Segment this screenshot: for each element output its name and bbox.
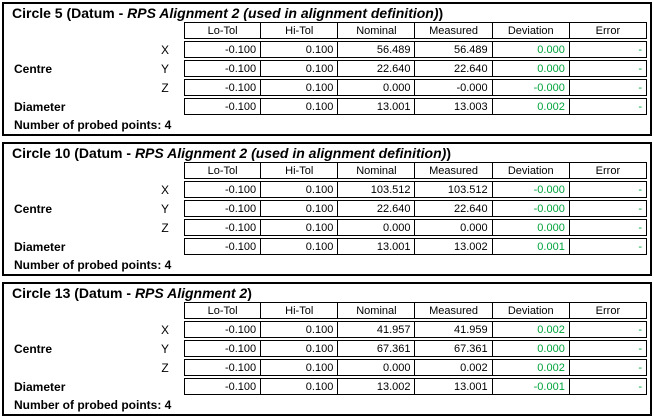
measurement-table [4,162,647,255]
cell-hi-tol: 0.100 [261,60,338,77]
cell-deviation: 0.000 [493,219,570,236]
cell-lo-tol: -0.100 [184,321,261,338]
group-label-spacer [4,162,146,179]
axis-label-y: Y [160,341,169,356]
feature-title [4,144,650,162]
cell-measured: 13.001 [415,378,492,395]
cell-hi-tol: 0.100 [261,340,338,357]
cell-lo-tol: -0.100 [184,359,261,376]
measurement-table [4,302,647,395]
probed-points-value: 4 [164,118,172,132]
cell-deviation: 0.002 [493,321,570,338]
cell-error: - [570,98,647,115]
axis-label-spacer [146,22,184,39]
cell-hi-tol: 0.100 [261,219,338,236]
axis-label-spacer [146,162,184,179]
axis-label-y: Y [160,61,169,76]
cell-error: - [570,359,647,376]
feature-title-alignment: RPS Alignment 2 [134,285,248,301]
feature-title-suffix: ) [247,285,252,301]
cell-measured: 0.000 [415,219,492,236]
cell-nominal: 13.001 [338,98,415,115]
cell-error: - [570,238,647,255]
cell-deviation: 0.002 [493,98,570,115]
axis-label-y: Y [160,201,169,216]
probed-points-line [4,115,650,134]
cell-nominal: 0.000 [338,219,415,236]
cell-measured: -0.000 [415,79,492,96]
cell-lo-tol: -0.100 [184,41,261,58]
cell-error: - [570,340,647,357]
feature-title [4,284,650,302]
group-label-diameter: Diameter [14,239,66,254]
col-header-hi-tol: Hi-Tol [261,22,338,39]
feature-title-prefix: Circle 10 (Datum - [12,145,135,161]
feature-panel-circle-10 [2,142,652,276]
probed-points-line [4,255,650,274]
group-label-spacer [4,22,146,39]
axis-label-z: Z [161,360,169,375]
col-header-deviation: Deviation [493,22,570,39]
feature-title-alignment: RPS Alignment 2 (used in alignment definition) [127,5,439,21]
group-label-spacer [4,359,146,376]
cell-error: - [570,321,647,338]
cell-deviation: 0.001 [493,238,570,255]
probed-points-label: Number of probed points: [14,258,162,272]
cell-measured: 103.512 [415,181,492,198]
axis-label-spacer [146,98,184,115]
measurement-table [4,22,647,115]
axis-label-x: X [160,42,169,57]
group-label-spacer [4,219,146,236]
cell-deviation: 0.000 [493,41,570,58]
cell-hi-tol: 0.100 [261,200,338,217]
group-label-diameter: Diameter [14,99,66,114]
probed-points-value: 4 [164,258,172,272]
group-label-spacer [4,321,146,338]
col-header-lo-tol: Lo-Tol [184,302,261,319]
cell-deviation: 0.000 [493,60,570,77]
cell-nominal: 0.000 [338,79,415,96]
group-label-centre: Centre [14,61,53,76]
col-header-nominal: Nominal [338,302,415,319]
cell-lo-tol: -0.100 [184,378,261,395]
cell-measured: 0.002 [415,359,492,376]
axis-label-x: X [160,182,169,197]
cell-deviation: -0.000 [493,79,570,96]
probed-points-label: Number of probed points: [14,398,162,412]
col-header-measured: Measured [415,162,492,179]
group-label-spacer [4,41,146,58]
col-header-measured: Measured [415,302,492,319]
axis-label-spacer [146,302,184,319]
cell-error: - [570,79,647,96]
axis-label-spacer [146,238,184,255]
cell-hi-tol: 0.100 [261,378,338,395]
col-header-nominal: Nominal [338,162,415,179]
cell-nominal: 41.957 [338,321,415,338]
cell-nominal: 22.640 [338,200,415,217]
feature-panel-circle-13 [2,282,652,416]
cell-lo-tol: -0.100 [184,200,261,217]
cell-lo-tol: -0.100 [184,238,261,255]
group-label-centre: Centre [14,341,53,356]
cell-hi-tol: 0.100 [261,321,338,338]
cell-measured: 41.959 [415,321,492,338]
probed-points-label: Number of probed points: [14,118,162,132]
cell-lo-tol: -0.100 [184,219,261,236]
axis-label-x: X [160,322,169,337]
cell-hi-tol: 0.100 [261,41,338,58]
col-header-error: Error [570,302,647,319]
col-header-lo-tol: Lo-Tol [184,162,261,179]
cell-deviation: -0.000 [493,200,570,217]
cell-measured: 56.489 [415,41,492,58]
cell-deviation: -0.001 [493,378,570,395]
cell-lo-tol: -0.100 [184,60,261,77]
feature-title-suffix: ) [438,5,444,21]
axis-label-spacer [146,378,184,395]
feature-title-prefix: Circle 13 (Datum - [12,285,135,301]
group-label-spacer [4,181,146,198]
cell-nominal: 103.512 [338,181,415,198]
cell-error: - [570,200,647,217]
cell-error: - [570,41,647,58]
probed-points-value: 4 [164,398,172,412]
group-label-spacer [4,302,146,319]
cell-nominal: 22.640 [338,60,415,77]
cell-error: - [570,60,647,77]
cell-measured: 13.002 [415,238,492,255]
col-header-hi-tol: Hi-Tol [261,162,338,179]
cell-nominal: 67.361 [338,340,415,357]
col-header-lo-tol: Lo-Tol [184,22,261,39]
cell-hi-tol: 0.100 [261,79,338,96]
cell-nominal: 56.489 [338,41,415,58]
cell-measured: 22.640 [415,200,492,217]
feature-title-suffix: ) [446,145,451,161]
col-header-error: Error [570,162,647,179]
col-header-deviation: Deviation [493,162,570,179]
group-label-centre: Centre [14,201,53,216]
cell-error: - [570,219,647,236]
cell-measured: 67.361 [415,340,492,357]
group-label-diameter: Diameter [14,379,66,394]
cell-nominal: 13.001 [338,238,415,255]
col-header-nominal: Nominal [338,22,415,39]
col-header-deviation: Deviation [493,302,570,319]
cell-lo-tol: -0.100 [184,181,261,198]
cell-measured: 22.640 [415,60,492,77]
col-header-measured: Measured [415,22,492,39]
cell-deviation: 0.000 [493,340,570,357]
cell-measured: 13.003 [415,98,492,115]
cell-deviation: -0.000 [493,181,570,198]
cell-hi-tol: 0.100 [261,359,338,376]
cell-hi-tol: 0.100 [261,238,338,255]
cell-error: - [570,181,647,198]
cell-hi-tol: 0.100 [261,181,338,198]
feature-title [4,4,650,22]
group-label-spacer [4,79,146,96]
feature-panel-circle-5 [2,2,652,136]
feature-title-prefix: Circle 5 (Datum - [12,5,128,21]
cell-deviation: 0.002 [493,359,570,376]
probed-points-line [4,395,650,414]
cell-lo-tol: -0.100 [184,98,261,115]
col-header-error: Error [570,22,647,39]
cell-lo-tol: -0.100 [184,79,261,96]
cell-nominal: 13.002 [338,378,415,395]
axis-label-z: Z [161,80,169,95]
cell-lo-tol: -0.100 [184,340,261,357]
cell-hi-tol: 0.100 [261,98,338,115]
col-header-hi-tol: Hi-Tol [261,302,338,319]
axis-label-z: Z [161,220,169,235]
cell-error: - [570,378,647,395]
cell-nominal: 0.000 [338,359,415,376]
feature-title-alignment: RPS Alignment 2 (used in alignment definition) [134,145,447,161]
